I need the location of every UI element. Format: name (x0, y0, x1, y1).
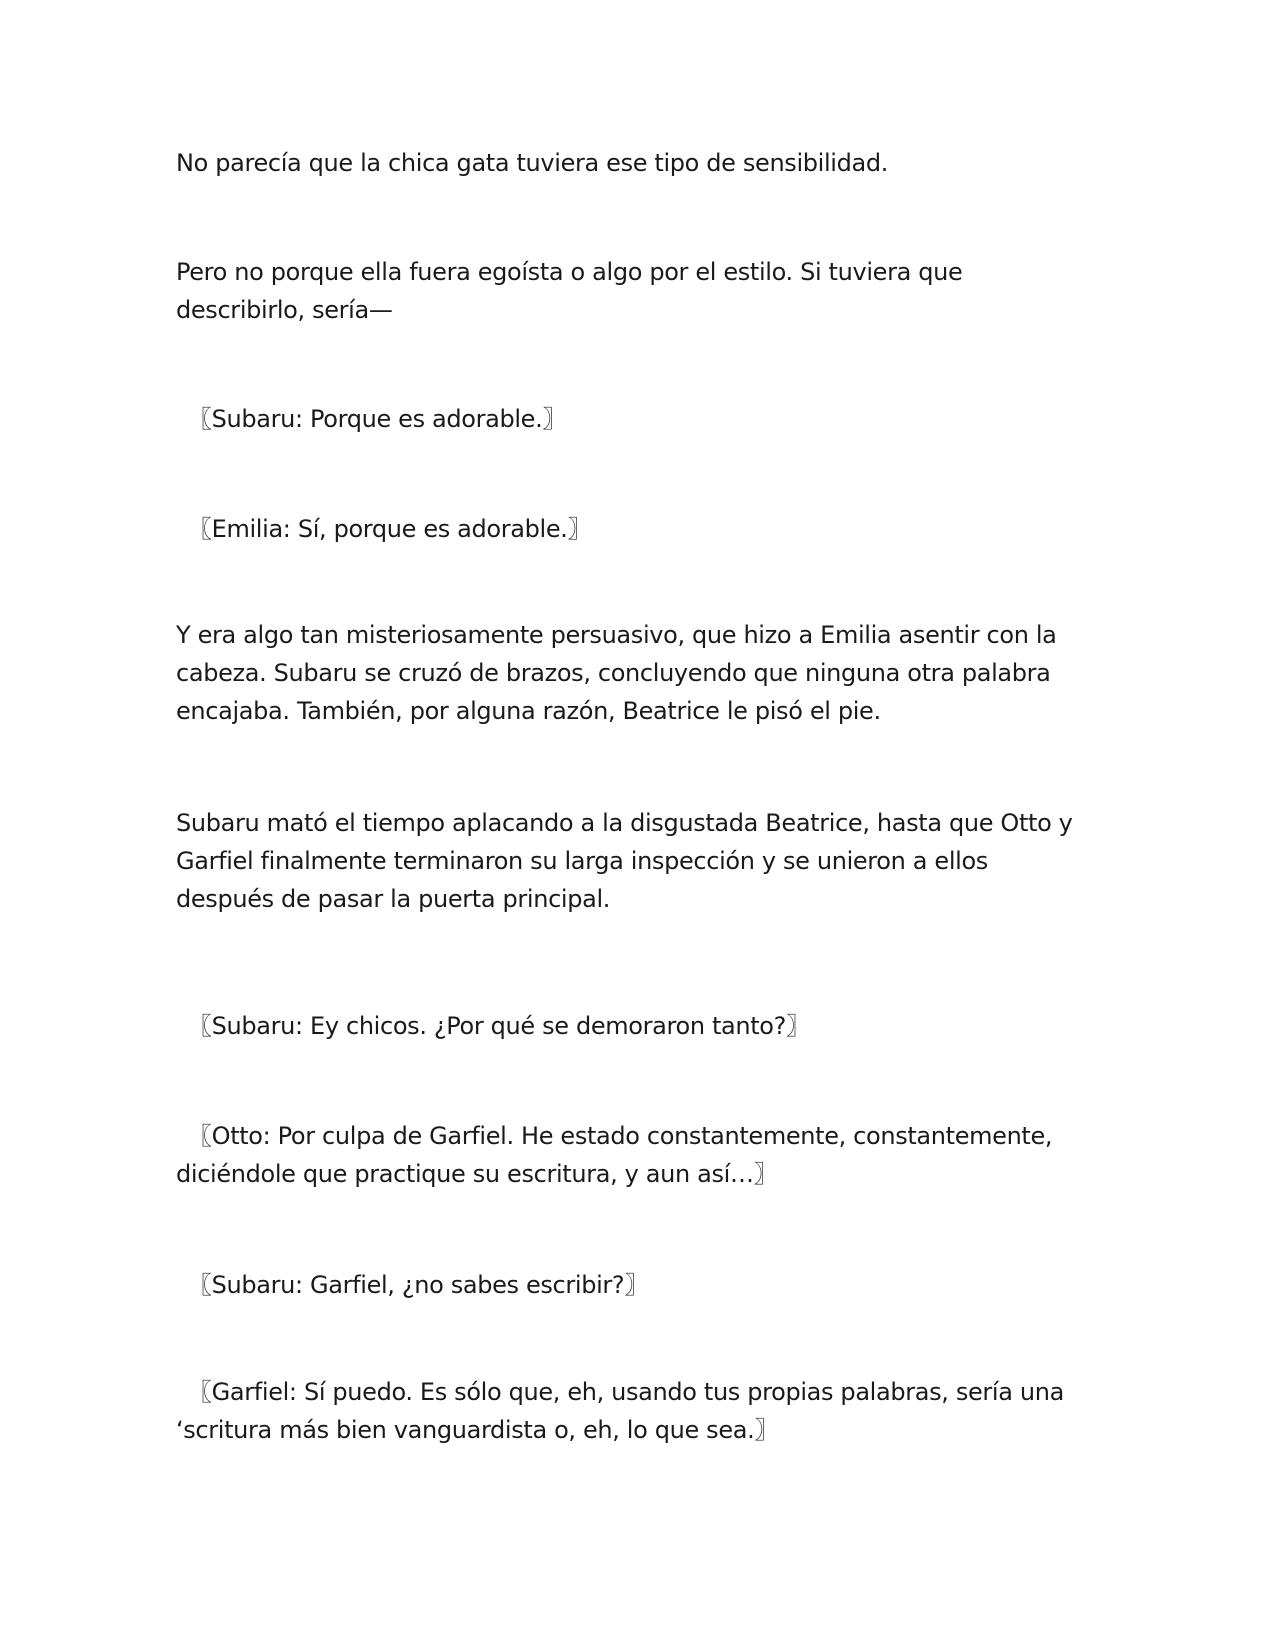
narration-paragraph: Subaru mató el tiempo aplacando a la disgustada Beatrice, hasta que Otto y Garfiel finalmente terminaron su larga inspección y se unieron a ellos después de pasar la puerta principal. (176, 809, 1073, 913)
narration-paragraph: Y era algo tan misteriosamente persuasivo, que hizo a Emilia asentir con la cabeza. Subaru se cruzó de brazos, concluyendo que ninguna otra palabra encajaba. También, por alguna razón, Beatrice le pisó el pie. (176, 621, 1057, 725)
narration-paragraph: Pero no porque ella fuera egoísta o algo por el estilo. Si tuviera que describirlo, sería— (176, 258, 963, 324)
dialogue-line: 〖Subaru: Porque es adorable.〗 (188, 405, 567, 433)
dialogue-line: 〖Emilia: Sí, porque es adorable.〗 (188, 515, 592, 543)
dialogue-line: 〖Otto: Por culpa de Garfiel. He estado constantemente, constantemente, diciéndole que practique su escritura, y aun así…〗 (176, 1122, 1053, 1188)
dialogue-line: 〖Subaru: Ey chicos. ¿Por qué se demoraron tanto?〗 (188, 1012, 810, 1040)
dialogue-line: 〖Subaru: Garfiel, ¿no sabes escribir?〗 (188, 1271, 648, 1299)
dialogue-line: 〖Garfiel: Sí puedo. Es sólo que, eh, usando tus propias palabras, sería una ‘scritura más bien vanguardista o, eh, lo que sea.〗 (176, 1378, 1064, 1444)
narration-paragraph: No parecía que la chica gata tuviera ese tipo de sensibilidad. (176, 149, 889, 177)
